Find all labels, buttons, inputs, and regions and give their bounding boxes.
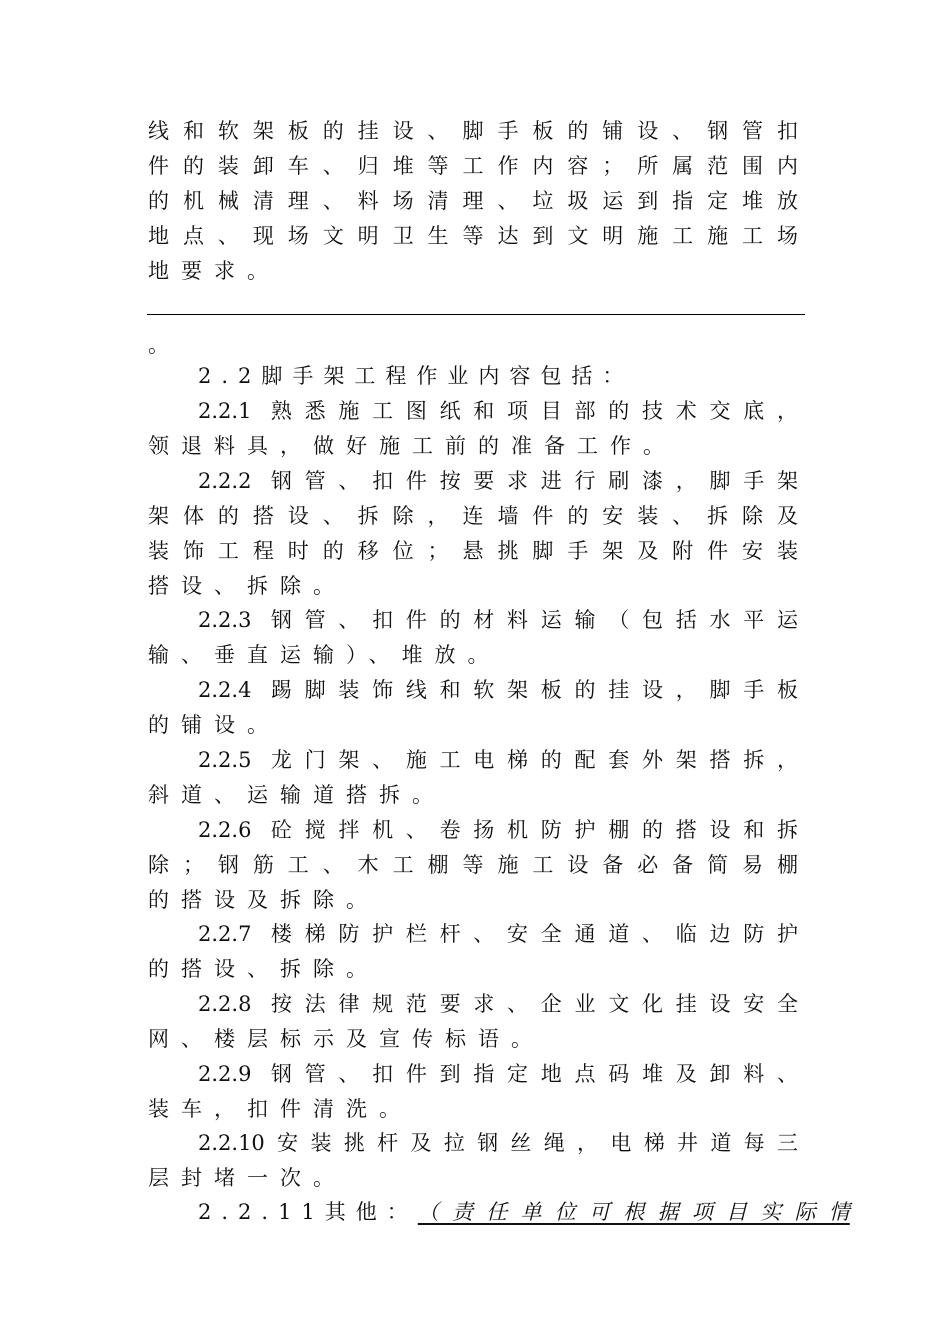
item-line: 装饰工程时的移位；悬挑脚手架及附件安装 bbox=[148, 539, 798, 563]
item-line: 输、垂直运输）、堆放。 bbox=[148, 643, 501, 667]
item-line: 的搭设及拆除。 bbox=[148, 888, 379, 912]
text-line: 件的装卸车、归堆等工作内容；所属范围内 bbox=[148, 154, 798, 178]
item-line: 的搭设、拆除。 bbox=[148, 957, 379, 981]
item-line: 装车，扣件清洗。 bbox=[148, 1097, 412, 1121]
item-line: 2.2.6 砼搅拌机、卷扬机防护棚的搭设和拆 bbox=[198, 818, 798, 842]
item-line: 2.2.4 踢脚装饰线和软架板的挂设，脚手板 bbox=[198, 678, 798, 702]
item-line: 领退料具，做好施工前的准备工作。 bbox=[148, 434, 676, 458]
text-line: 地点、现场文明卫生等达到文明施工施工场 bbox=[148, 224, 798, 248]
item-line: 除；钢筋工、木工棚等施工设备必备简易棚 bbox=[148, 853, 798, 877]
item-line: 2.2.2 钢管、扣件按要求进行刷漆，脚手架 bbox=[198, 469, 798, 493]
item-line: 2.2.7 楼梯防护栏杆、安全通道、临边防护 bbox=[198, 922, 798, 946]
item-line: 2.2.3 钢管、扣件的材料运输（包括水平运 bbox=[198, 608, 798, 632]
text-line: 地要求。 bbox=[148, 259, 280, 283]
item-line: 2.2.10安装挑杆及拉钢丝绳，电梯井道每三 bbox=[198, 1131, 798, 1155]
item-line: 网、楼层标示及宣传标语。 bbox=[148, 1027, 544, 1051]
item-line: 的铺设。 bbox=[148, 713, 280, 737]
text-line: 的机械清理、料场清理、垃圾运到指定堆放 bbox=[148, 189, 798, 213]
item-line: 架体的搭设、拆除，连墙件的安装、拆除及 bbox=[148, 504, 798, 528]
section-heading: 2.2脚手架工程作业内容包括： bbox=[198, 364, 634, 388]
page-divider bbox=[147, 314, 805, 315]
last-item-label: 2.2.11其他： bbox=[198, 1200, 418, 1224]
last-item-line bbox=[198, 1195, 850, 1229]
text-line: 线和软架板的挂设、脚手板的铺设、钢管扣 bbox=[148, 119, 798, 143]
item-line: 层封堵一次。 bbox=[148, 1166, 346, 1190]
item-line: 2.2.8 按法律规范要求、企业文化挂设安全 bbox=[198, 992, 798, 1016]
item-line: 2.2.9 钢管、扣件到指定地点码堆及卸料、 bbox=[198, 1062, 798, 1086]
item-line: 搭设、拆除。 bbox=[148, 574, 346, 598]
item-line: 2.2.1 熟悉施工图纸和项目部的技术交底， bbox=[198, 399, 798, 423]
fill-in-note: （责任单位可根据项目实际情 bbox=[417, 1200, 850, 1224]
item-line: 斜道、运输道搭拆。 bbox=[148, 783, 445, 807]
separator-mark: 。 bbox=[148, 333, 169, 357]
item-line: 2.2.5 龙门架、施工电梯的配套外架搭拆， bbox=[198, 748, 798, 772]
